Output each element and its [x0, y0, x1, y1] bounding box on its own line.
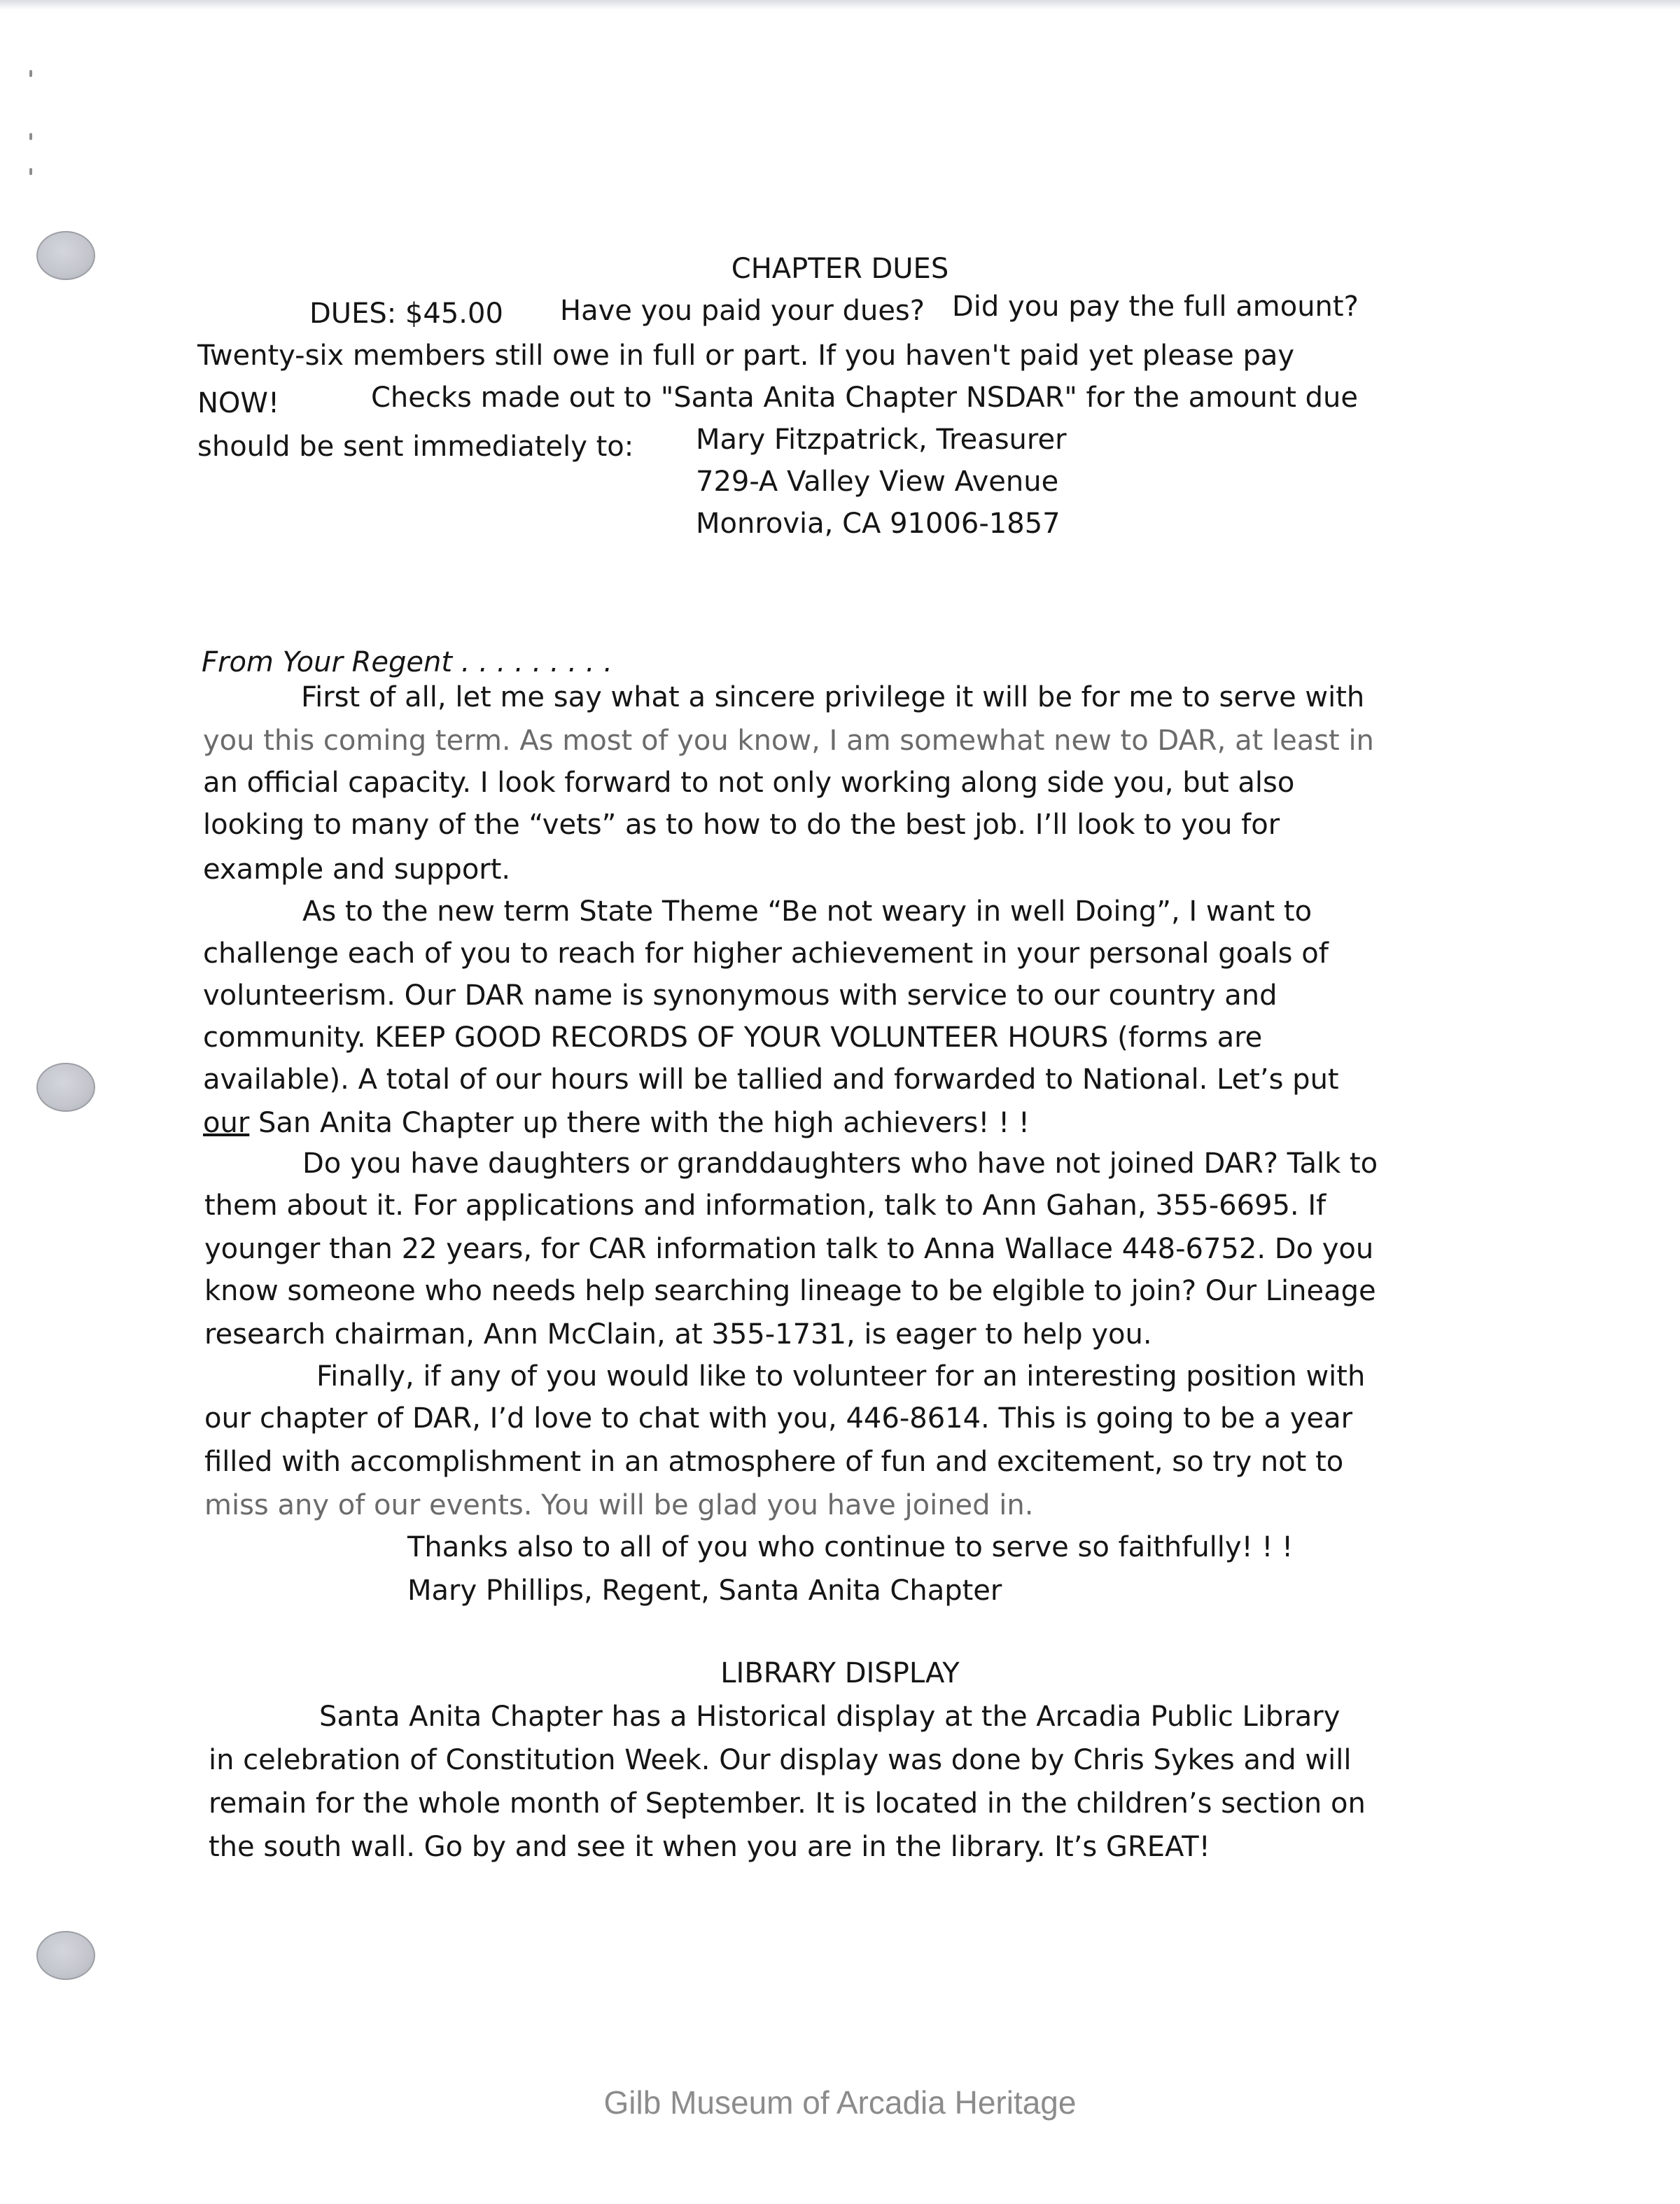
regent-line-1: First of all, let me say what a sincere privilege it will be for me to serve with	[301, 681, 1365, 713]
regent-line-10: available). A total of our hours will be tallied and forwarded to National. Let’s put	[203, 1063, 1339, 1096]
dues-amount: DUES: $45.00	[309, 298, 503, 330]
treasurer-name: Mary Fitzpatrick, Treasurer	[696, 424, 1067, 456]
dues-question-paid: Have you paid your dues?	[560, 295, 925, 327]
regent-line-2: you this coming term. As most of you know, I am somewhat new to DAR, at least in	[203, 725, 1374, 757]
regent-line-8: volunteerism. Our DAR name is synonymous with service to our country and	[203, 979, 1278, 1012]
regent-line-5: example and support.	[203, 853, 511, 886]
library-line-3: remain for the whole month of September. It is located in the children’s section on	[209, 1787, 1366, 1820]
regent-line-13: them about it. For applications and information, talk to Ann Gahan, 355-6695. If	[204, 1190, 1326, 1222]
regent-line-14: younger than 22 years, for CAR information talk to Anna Wallace 448-6752. Do you	[204, 1233, 1374, 1265]
regent-our-underlined: our	[203, 1107, 250, 1139]
dues-now: NOW!	[197, 387, 279, 419]
dues-line-2-text: Twenty-six members still owe in full or part. If you haven't paid yet please pay	[197, 340, 1295, 372]
regent-line-17: Finally, if any of you would like to volunteer for an interesting position with	[316, 1360, 1366, 1393]
regent-line-11-text: San Anita Chapter up there with the high achievers! ! !	[258, 1107, 1030, 1139]
regent-line-9: community. KEEP GOOD RECORDS OF YOUR VOLUNTEER HOURS (forms are	[203, 1021, 1263, 1054]
regent-line-7: challenge each of you to reach for higher achievement in your personal goals of	[203, 937, 1329, 970]
treasurer-city: Monrovia, CA 91006-1857	[696, 508, 1060, 540]
regent-line-20: miss any of our events. You will be glad you have joined in.	[204, 1489, 1034, 1521]
scan-specks	[24, 63, 38, 189]
binder-hole-middle	[36, 1063, 95, 1112]
dues-line-2	[197, 339, 1404, 372]
museum-watermark: Gilb Museum of Arcadia Heritage	[603, 2084, 1077, 2121]
regent-line-18: our chapter of DAR, I’d love to chat with you, 446-8614. This is going to be a year	[204, 1402, 1353, 1435]
library-line-2: in celebration of Constitution Week. Our display was done by Chris Sykes and will	[209, 1744, 1352, 1776]
library-line-4: the south wall. Go by and see it when you are in the library. It’s GREAT!	[209, 1831, 1210, 1863]
regent-line-16: research chairman, Ann McClain, at 355-1731, is eager to help you.	[204, 1318, 1152, 1351]
library-display-title: LIBRARY DISPLAY	[720, 1657, 960, 1689]
regent-line-12: Do you have daughters or granddaughters who have not joined DAR? Talk to	[302, 1148, 1378, 1180]
library-line-1: Santa Anita Chapter has a Historical display at the Arcadia Public Library	[319, 1701, 1340, 1733]
dues-question-full: Did you pay the full amount?	[952, 291, 1359, 323]
regent-line-11	[203, 1106, 1030, 1140]
regent-heading: From Your Regent . . . . . . . . .	[202, 646, 612, 678]
scan-top-edge	[0, 0, 1680, 10]
regent-line-3: an official capacity. I look forward to not only working along side you, but also	[203, 767, 1295, 799]
chapter-dues-title: CHAPTER DUES	[731, 253, 949, 285]
dues-checks-text: Checks made out to "Santa Anita Chapter NSDAR" for the amount due	[371, 382, 1358, 414]
regent-thanks: Thanks also to all of you who continue to serve so faithfully! ! !	[407, 1531, 1294, 1563]
regent-line-6: As to the new term State Theme “Be not weary in well Doing”, I want to	[302, 895, 1312, 928]
regent-line-4: looking to many of the “vets” as to how to do the best job. I’ll look to you for	[203, 809, 1280, 841]
regent-line-15: know someone who needs help searching lineage to be elgible to join? Our Lineage	[204, 1275, 1376, 1307]
regent-signature: Mary Phillips, Regent, Santa Anita Chapter	[407, 1575, 1002, 1607]
binder-hole-bottom	[36, 1931, 95, 1980]
dues-sent-to: should be sent immediately to:	[197, 431, 634, 463]
regent-line-19: filled with accomplishment in an atmosphere of fun and excitement, so try not to	[204, 1446, 1344, 1478]
treasurer-street: 729-A Valley View Avenue	[696, 466, 1059, 498]
